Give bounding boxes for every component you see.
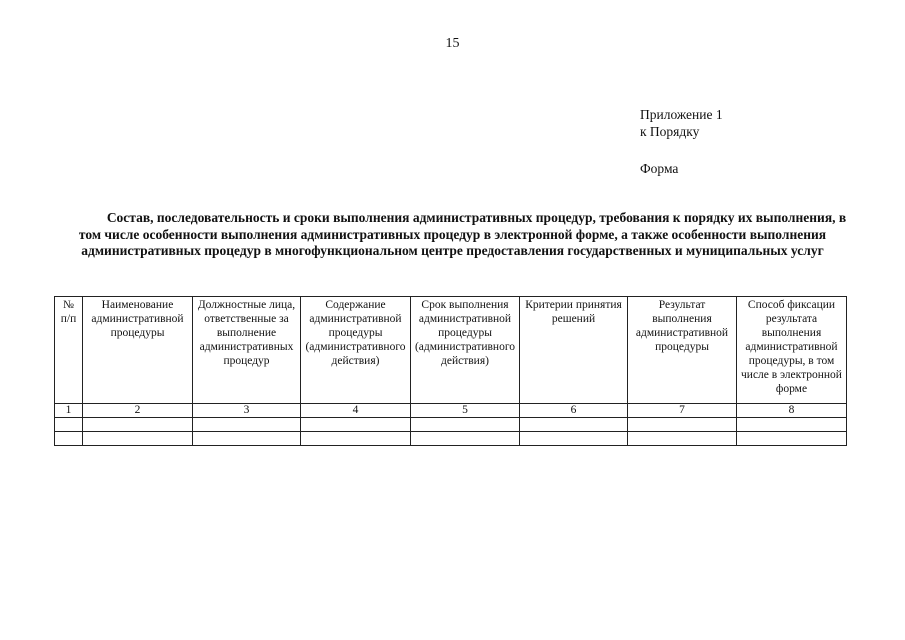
appendix-line-2: к Порядку xyxy=(640,124,700,139)
empty-cell xyxy=(520,418,628,432)
header-criteria: Критерии принятия решений xyxy=(520,297,628,404)
column-number: 3 xyxy=(193,404,301,418)
empty-cell xyxy=(628,418,737,432)
appendix-line-1: Приложение 1 xyxy=(640,107,723,122)
empty-cell xyxy=(55,432,83,446)
empty-cell xyxy=(411,432,520,446)
column-number: 2 xyxy=(83,404,193,418)
header-content: Содержание административной процедуры (административного действия) xyxy=(301,297,411,404)
header-number: № п/п xyxy=(55,297,83,404)
empty-cell xyxy=(55,418,83,432)
form-label: Форма xyxy=(640,161,679,176)
column-number: 1 xyxy=(55,404,83,418)
empty-cell xyxy=(737,418,847,432)
column-number: 6 xyxy=(520,404,628,418)
column-number: 7 xyxy=(628,404,737,418)
header-deadline: Срок выполнения административной процедуры (административного действия) xyxy=(411,297,520,404)
empty-cell xyxy=(301,418,411,432)
header-fixation-method: Способ фиксации результата выполнения административной процедуры, в том числе в электронной форме xyxy=(737,297,847,404)
page-number: 15 xyxy=(445,36,460,51)
empty-cell xyxy=(193,418,301,432)
empty-cell xyxy=(301,432,411,446)
column-number: 4 xyxy=(301,404,411,418)
procedures-table xyxy=(54,296,847,446)
empty-cell xyxy=(628,432,737,446)
empty-cell xyxy=(737,432,847,446)
header-procedure-name: Наименование административной процедуры xyxy=(83,297,193,404)
table-row xyxy=(55,432,847,446)
header-officials: Должностные лица, ответственные за выполнение административных процедур xyxy=(193,297,301,404)
column-number: 8 xyxy=(737,404,847,418)
table-row xyxy=(55,418,847,432)
empty-cell xyxy=(520,432,628,446)
table-header-row xyxy=(55,297,847,404)
empty-cell xyxy=(83,418,193,432)
document-title: Состав, последовательность и сроки выполнения административных процедур, требования к порядку их выполнения, в том числе особенности выполнения административных процедур в электронной форме, а также особенности выполнения административных процедур в многофункциональном центре предоставления государственных и муниципальных услуг xyxy=(78,210,847,258)
header-result: Результат выполнения административной процедуры xyxy=(628,297,737,404)
empty-cell xyxy=(193,432,301,446)
empty-cell xyxy=(411,418,520,432)
empty-cell xyxy=(83,432,193,446)
appendix-block xyxy=(640,106,723,177)
column-number: 5 xyxy=(411,404,520,418)
column-number-row xyxy=(55,404,847,418)
